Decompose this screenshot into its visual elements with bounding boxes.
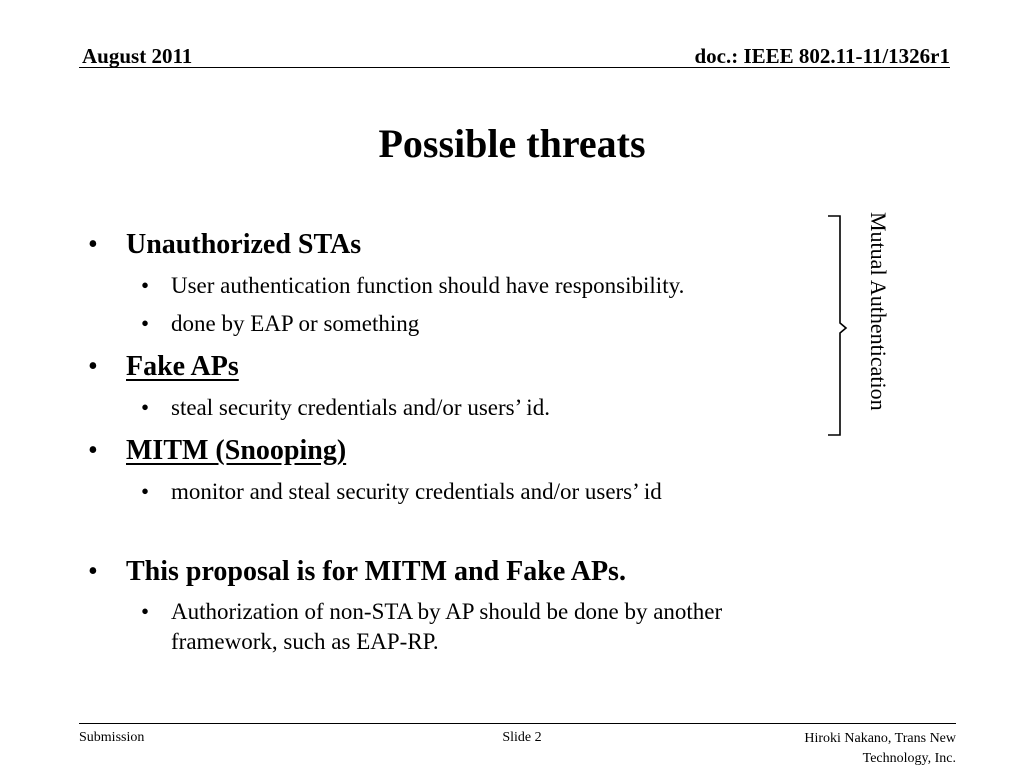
bullet-text: steal security credentials and/or users’ id. [171,395,550,420]
bullet-text: done by EAP or something [171,311,420,336]
bullet-icon: • [88,351,98,382]
bullet-icon: • [88,435,98,466]
bullet-icon: • [141,273,150,298]
footer-submission: Submission [79,730,145,745]
bullet-text: Unauthorized STAs [126,229,362,260]
bullet-icon: • [88,556,98,587]
bullet-text: monitor and steal security credentials and/or users’ id [171,479,662,504]
slide-title: Possible threats [378,121,646,166]
bullet-icon: • [141,599,150,624]
bullet-icon: • [141,395,150,420]
footer-author [726,729,956,769]
bullet-text: User authentication function should have responsibility. [171,273,685,298]
bullet-text-line1: Authorization of non-STA by AP should be done by another [171,599,723,624]
header-doc-id: doc.: IEEE 802.11-11/1326r1 [694,44,950,68]
bullet-icon: • [141,311,150,336]
mutual-authentication-label: Mutual Authentication [866,212,891,411]
bullet-text-line2: framework, such as EAP-RP. [171,629,439,654]
bullet-icon: • [141,479,150,504]
footer-author-line1: Hiroki Nakano, Trans New [804,731,956,746]
bullet-text: This proposal is for MITM and Fake APs. [126,556,626,587]
footer-divider [79,723,956,724]
bullet-icon: • [88,229,98,260]
bullet-text: MITM (Snooping) [126,435,347,466]
footer-slide-number: Slide 2 [502,730,542,745]
footer-author-line2: Technology, Inc. [862,751,956,766]
bullet-text: Fake APs [126,351,239,382]
header-date: August 2011 [82,44,193,68]
